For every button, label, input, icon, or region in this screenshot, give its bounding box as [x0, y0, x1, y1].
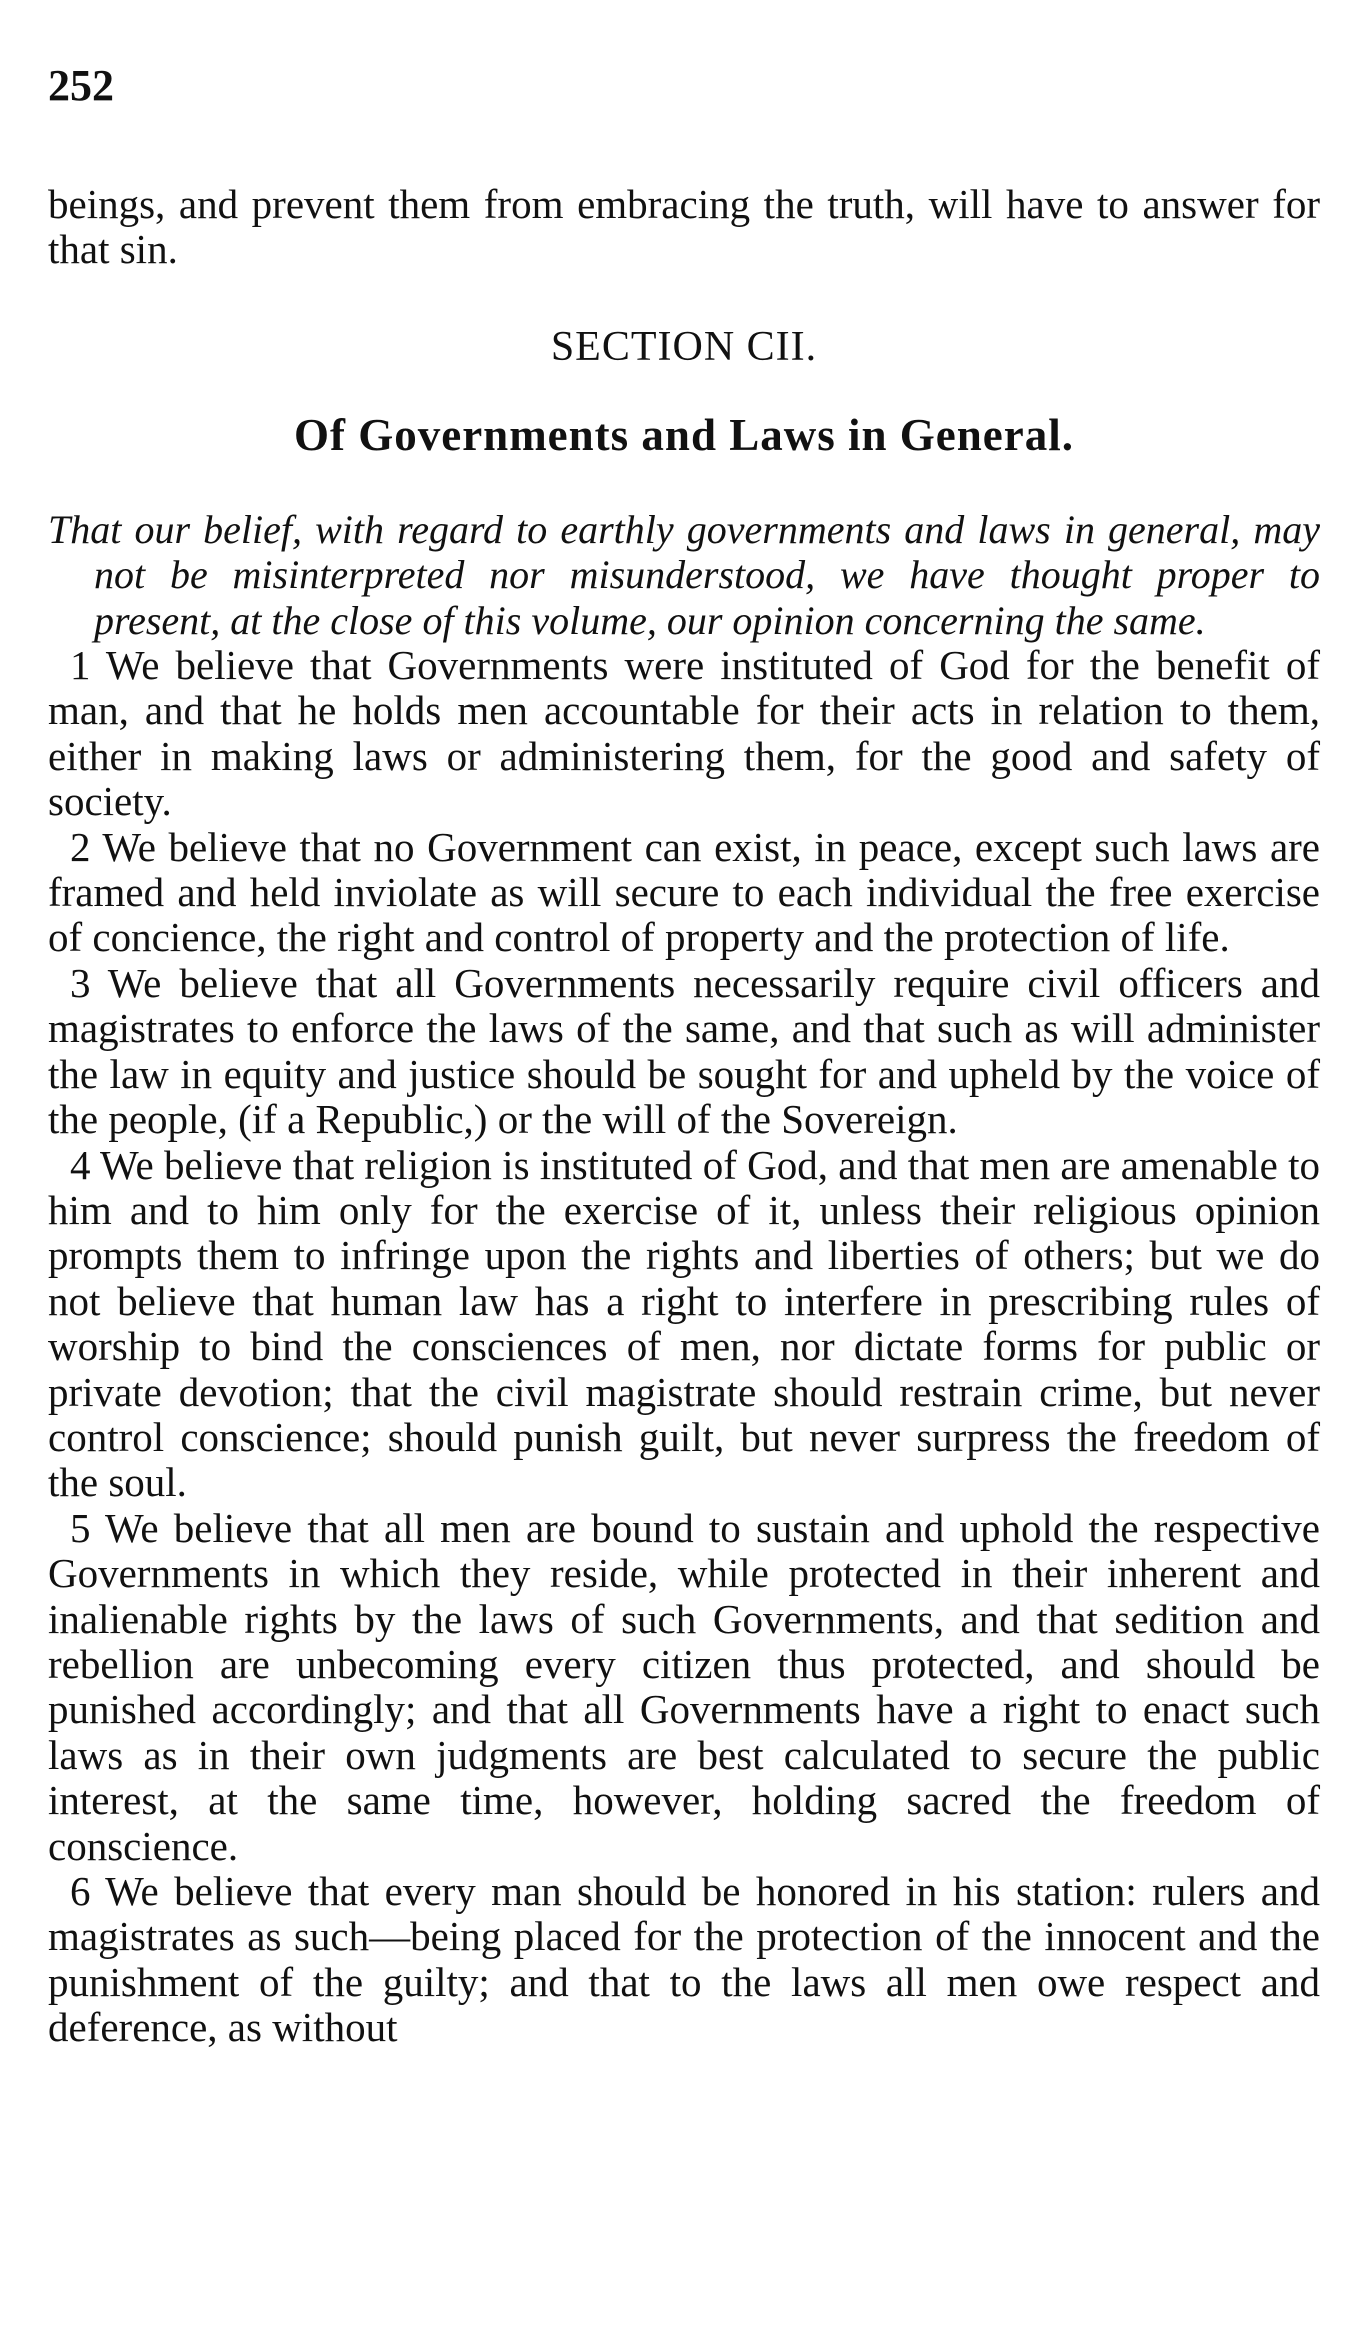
preamble-paragraph: That our belief, with regard to earthly governments and laws in general, may not be misinterpreted nor misunderstood, we have thought proper to present, at the close of this volume, our opinion concerning the same. — [48, 506, 1320, 643]
paragraph-3: 3 We believe that all Governments necessarily require civil officers and magistrates to enforce the laws of the same, and that such as will administer the law in equity and justice should be sought for and upheld by the voice of the people, (if a Republic,) or the will of the Sovereign. — [48, 959, 1320, 1143]
section-title: Of Governments and Laws in General. — [293, 409, 1074, 460]
paragraph-5: 5 We believe that all men are bound to sustain and uphold the respective Governments in which they reside, while protected in their inherent and inalienable rights by the laws of such Governments, and that sedition and rebellion are unbecoming every citizen thus protected, and should be punished accordingly; and that all Governments have a right to enact such laws as in their own judgments are best calculated to secure the public interest, at the same time, however, holding sacred the freedom of conscience. — [48, 1504, 1320, 1869]
section-heading: SECTION CII. — [550, 323, 818, 370]
paragraph-4: 4 We believe that religion is instituted of God, and that men are amenable to him and to him only for the exercise of it, unless their religious opinion prompts them to infringe upon the rights and liberties of others; but we do not believe that human law has a right to interfere in prescribing rules of worship to bind the consciences of men, nor dictate forms for public or private devotion; that the civil magistrate should restrain crime, but never control conscience; should punish guilt, but never surpress the freedom of the soul. — [48, 1141, 1320, 1506]
paragraph-6: 6 We believe that every man should be honored in his station: rulers and magistrates as such—being placed for the protection of the innocent and the punishment of the guilty; and that to the laws all men owe respect and deference, as without — [48, 1868, 1320, 2051]
paragraph-2: 2 We believe that no Government can exist, in peace, except such laws are framed and held inviolate as will secure to each individual the free exercise of concience, the right and control of property and the protection of life. — [48, 823, 1320, 961]
continuation-paragraph: beings, and prevent them from embracing the truth, will have to answer for that sin. — [48, 181, 1320, 273]
paragraph-1: 1 We believe that Governments were instituted of God for the benefit of man, and that he holds men accountable for their acts in relation to them, either in making laws or administering them, for the good and safety of society. — [48, 642, 1320, 825]
document-page — [48, 60, 1320, 2051]
page-number: 252 — [48, 61, 114, 110]
